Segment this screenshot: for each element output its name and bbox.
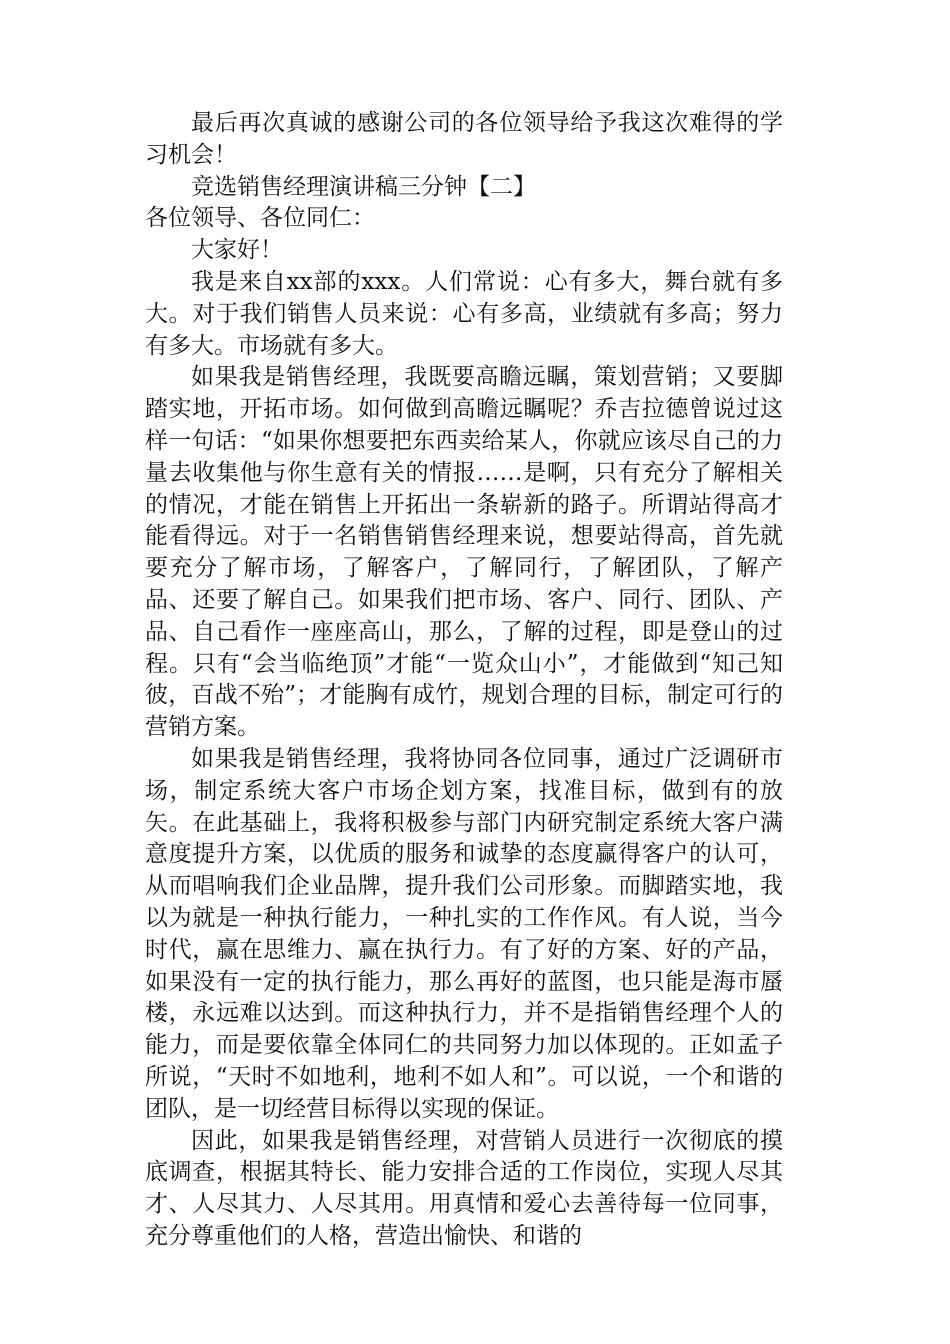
body-paragraph: 如果我是销售经理，我既要高瞻远瞩，策划营销；又要脚踏实地，开拓市场。如何做到高瞻远瞩呢？乔吉拉德曾说过这样一句话：“如果你想要把东西卖给某人，你就应该尽自己的力量去收集他与你生意有关的情报……是啊，只有充分了解相关的情况，才能在销售上开拓出一条崭新的路子。所谓站得高才能看得远。对于一名销售销售经理来说，想要站得高，首先就要充分了解市场，了解客户，了解同行，了解团队，了解产品、还要了解自己。如果我们把市场、客户、同行、团队、产品、自己看作一座座高山，那么，了解的过程，即是登山的过程。只有“会当临绝顶”才能“一览众山小”，才能做到“知己知彼，百战不殆”；才能胸有成竹，规划合理的目标，制定可行的营销方案。 [145,364,783,741]
body-paragraph: 如果我是销售经理，我将协同各位同事，通过广泛调研市场，制定系统大客户市场企划方案，找准目标，做到有的放矢。在此基础上，我将积极参与部门内研究制定系统大客户满意度提升方案，以优质的服务和诚挚的态度赢得客户的认可，从而唱响我们企业品牌，提升我们公司形象。而脚踏实地，我以为就是一种执行能力，一种扎实的工作作风。有人说，当今时代，赢在思维力、赢在执行力。有了好的方案、好的产品，如果没有一定的执行能力，那么再好的蓝图，也只能是海市蜃楼，永远难以达到。而这种执行力，并不是指销售经理个人的能力，而是要依靠全体同仁的共同努力加以体现的。正如孟子所说，“天时不如地利，地利不如人和”。可以说，一个和谐的团队，是一切经营目标得以实现的保证。 [145,745,783,1122]
body-paragraph: 因此，如果我是销售经理，对营销人员进行一次彻底的摸底调查，根据其特长、能力安排合适的工作岗位，实现人尽其才、人尽其力、人尽其用。用真情和爱心去善待每一位同事，充分尊重他们的人格，营造出愉快、和谐的 [145,1127,783,1249]
section-title: 竞选销售经理演讲稿三分钟【二】 [191,173,536,200]
salutation: 各位领导、各位同仁： [145,205,375,232]
body-paragraph: 我是来自xx部的xxx。人们常说：心有多大，舞台就有多大。对于我们销售人员来说：心有多高，业绩就有多高；努力有多大。市场就有多大。 [145,268,783,359]
document-page [145,108,783,1253]
greeting: 大家好！ [191,237,283,264]
closing-paragraph: 最后再次真诚的感谢公司的各位领导给予我这次难得的学习机会！ [145,110,783,168]
